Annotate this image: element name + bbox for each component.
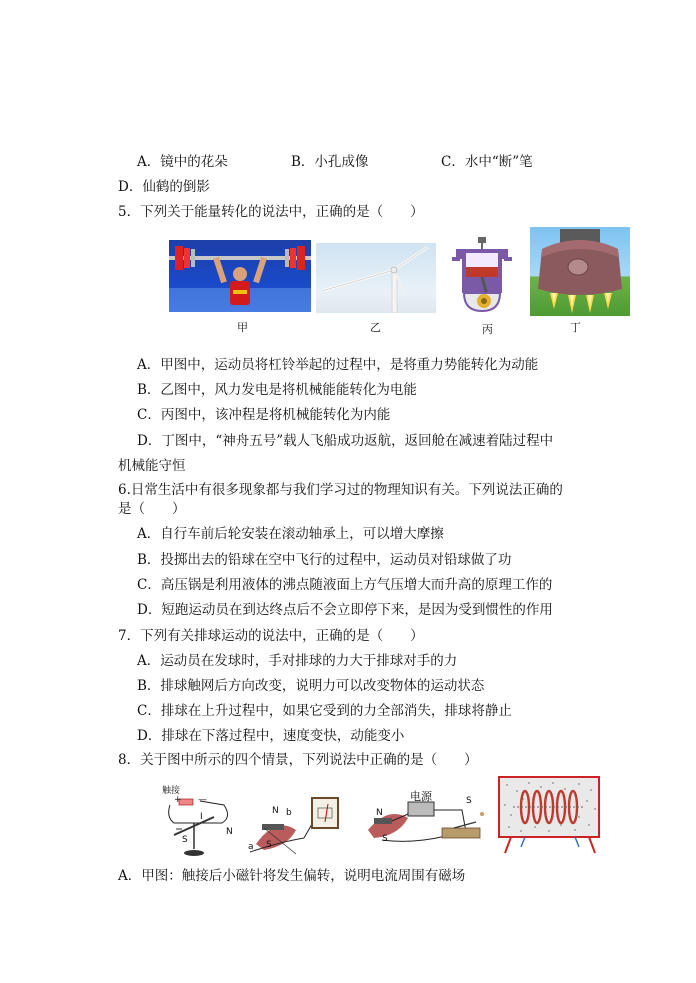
q6-stem-line2: 是（ ） [118, 501, 186, 517]
caption-jia: 甲 [237, 321, 248, 334]
q4-option-b: B．小孔成像 [291, 154, 369, 170]
engine-cylinder-image [450, 237, 514, 313]
label-n3: N [376, 808, 383, 818]
q6-option-c: C．高压锅是利用液体的沸点随液面上方气压增大而升高的原理工作的 [137, 577, 553, 593]
label-n1: N [226, 827, 233, 837]
q6-option-d: D．短跑运动员在到达终点后不会立即停下来，是因为受到惯性的作用 [137, 602, 553, 618]
label-s4: S [466, 796, 472, 806]
q5-option-a: A．甲图中，运动员将杠铃举起的过程中，是将重力势能转化为动能 [137, 357, 539, 373]
q6-option-a: A．自行车前后轮安装在滚动轴承上，可以增大摩擦 [137, 526, 444, 542]
label-current: I [200, 812, 203, 822]
q4-option-d: D．仙鹤的倒影 [118, 179, 210, 195]
q4-option-c: C．水中“断”笔 [441, 154, 533, 170]
q4-option-a: A．镜中的花朵 [137, 154, 228, 170]
motor-principle-figure [362, 788, 488, 856]
solenoid-field-figure [495, 775, 605, 855]
label-n2: N [272, 806, 279, 816]
q5-option-d-cont: 机械能守恒 [118, 458, 186, 474]
weightlifter-image [169, 240, 311, 312]
label-s2: S [266, 840, 272, 850]
q5-option-d: D．丁图中，“神舟五号”载人飞船成功返航，返回舱在减速着陆过程中 [137, 433, 554, 449]
caption-yi: 乙 [370, 321, 381, 334]
label-s3: S [382, 834, 388, 844]
oersted-experiment-figure [160, 783, 240, 860]
caption-ding: 丁 [570, 321, 581, 334]
q7-option-c: C．排球在上升过程中，如果它受到的力全部消失，排球将静止 [137, 703, 512, 719]
label-touch: 触接 [162, 786, 181, 796]
label-minus: — [198, 795, 207, 805]
label-power: 电源 [410, 790, 432, 803]
label-b: b [286, 808, 292, 818]
q7-option-d: D．排球在下落过程中，速度变快，动能变小 [137, 728, 405, 744]
wind-turbine-image [316, 243, 436, 313]
label-plus: + [174, 795, 182, 805]
q7-stem: 7．下列有关排球运动的说法中，正确的是（ ） [118, 628, 424, 644]
q8-option-a: A．甲图：触接后小磁针将发生偏转，说明电流周围有磁场 [118, 868, 466, 884]
q8-stem: 8．关于图中所示的四个情景，下列说法中正确的是（ ） [118, 752, 478, 768]
q7-option-b: B．排球触网后方向改变，说明力可以改变物体的运动状态 [137, 678, 485, 694]
caption-bing: 丙 [482, 323, 493, 336]
q5-stem: 5．下列关于能量转化的说法中，正确的是（ ） [118, 204, 424, 220]
label-a: a [248, 842, 254, 852]
q6-option-b: B．投掷出去的铅球在空中飞行的过程中，运动员对铅球做了功 [137, 552, 512, 568]
return-capsule-image [530, 227, 630, 316]
q7-option-a: A．运动员在发球时，手对排球的力大于排球对手的力 [137, 653, 458, 669]
q5-option-b: B．乙图中，风力发电是将机械能能转化为电能 [137, 382, 417, 398]
label-s1: S [182, 835, 188, 845]
electromagnetic-induction-figure [246, 794, 350, 860]
q5-option-c: C．丙图中，该冲程是将机械能转化为内能 [137, 407, 391, 423]
q6-stem-line1: 6.日常生活中有很多现象都与我们学习过的物理知识有关。下列说法正确的 [118, 482, 563, 498]
